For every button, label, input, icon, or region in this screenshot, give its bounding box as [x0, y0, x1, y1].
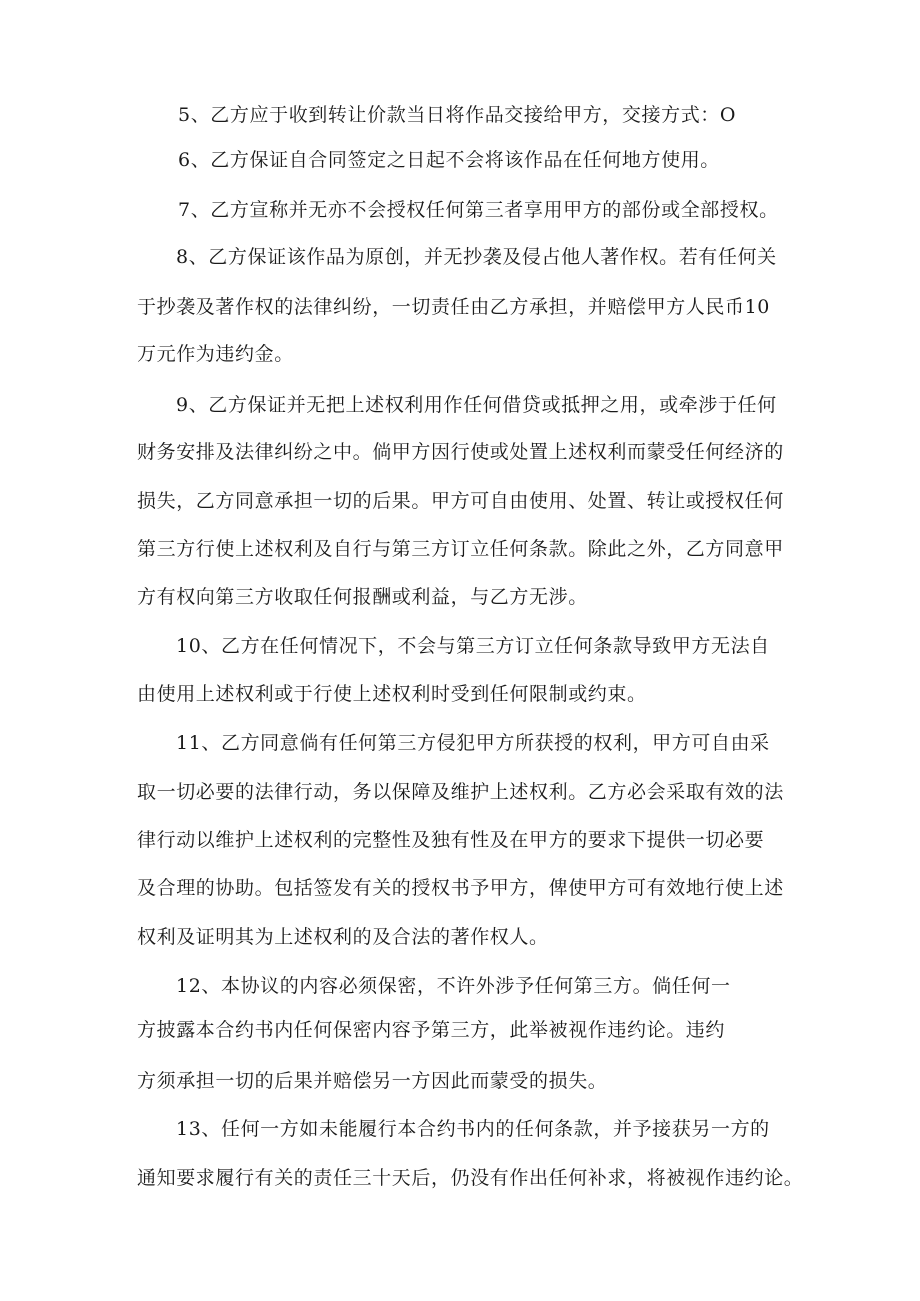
clause-10-line-1: 10、乙方在任何情况下，不会与第三方订立任何条款导致甲方无法自 [176, 635, 770, 657]
clause-11-line-3: 律行动以维护上述权利的完整性及独有性及在甲方的要求下提供一切必要 [137, 829, 765, 851]
clause-9-line-5: 方有权向第三方收取任何报酬或利益，与乙方无涉。 [137, 586, 588, 608]
clause-11-line-2: 取一切必要的法律行动，务以保障及维护上述权利。乙方必会采取有效的法 [137, 781, 784, 803]
clause-5-line-1: 5、乙方应于收到转让价款当日将作品交接给甲方，交接方式：O [178, 104, 737, 126]
clause-8-line-3: 万元作为违约金。 [137, 343, 294, 365]
clause-12-line-3: 方须承担一切的后果并赔偿另一方因此而蒙受的损失。 [137, 1070, 608, 1092]
clause-13-line-2: 通知要求履行有关的责任三十天后，仍没有作出任何补求，将被视作违约论。 [137, 1167, 804, 1189]
clause-11-line-4: 及合理的协助。包括签发有关的授权书予甲方，俾使甲方可有效地行使上述 [137, 877, 784, 899]
clause-13-line-1: 13、任何一方如未能履行本合约书内的任何条款，并予接获另一方的 [176, 1118, 770, 1140]
clause-9-line-1: 9、乙方保证并无把上述权利用作任何借贷或抵押之用，或牵涉于任何 [176, 394, 777, 416]
clause-9-line-3: 损失，乙方同意承担一切的后果。甲方可自由使用、处置、转让或授权任何 [137, 490, 784, 512]
clause-8-line-1: 8、乙方保证该作品为原创，并无抄袭及侵占他人著作权。若有任何关 [176, 246, 777, 268]
clause-11-line-1: 11、乙方同意倘有任何第三方侵犯甲方所获授的权利，甲方可自由采 [176, 732, 770, 754]
clause-10-line-2: 由使用上述权利或于行使上述权利时受到任何限制或约束。 [137, 683, 647, 705]
clause-9-line-4: 第三方行使上述权利及自行与第三方订立任何条款。除此之外，乙方同意甲 [137, 538, 784, 560]
clause-8-line-2: 于抄袭及著作权的法律纠纷，一切责任由乙方承担，并赔偿甲方人民币10 [137, 296, 770, 318]
clause-7-line-1: 7、乙方宣称并无亦不会授权任何第三者享用甲方的部份或全部授权。 [178, 199, 779, 221]
clause-12-line-1: 12、本协议的内容必须保密，不许外涉予任何第三方。倘任何一 [176, 975, 731, 997]
clause-9-line-2: 财务安排及法律纠纷之中。倘甲方因行使或处置上述权利而蒙受任何经济的 [137, 441, 784, 463]
clause-6-line-1: 6、乙方保证自合同签定之日起不会将该作品在任何地方使用。 [178, 149, 720, 171]
clause-11-line-5: 权利及证明其为上述权利的及合法的著作权人。 [137, 926, 549, 948]
clause-12-line-2: 方披露本合约书内任何保密内容予第三方，此举被视作违约论。违约 [137, 1019, 726, 1041]
